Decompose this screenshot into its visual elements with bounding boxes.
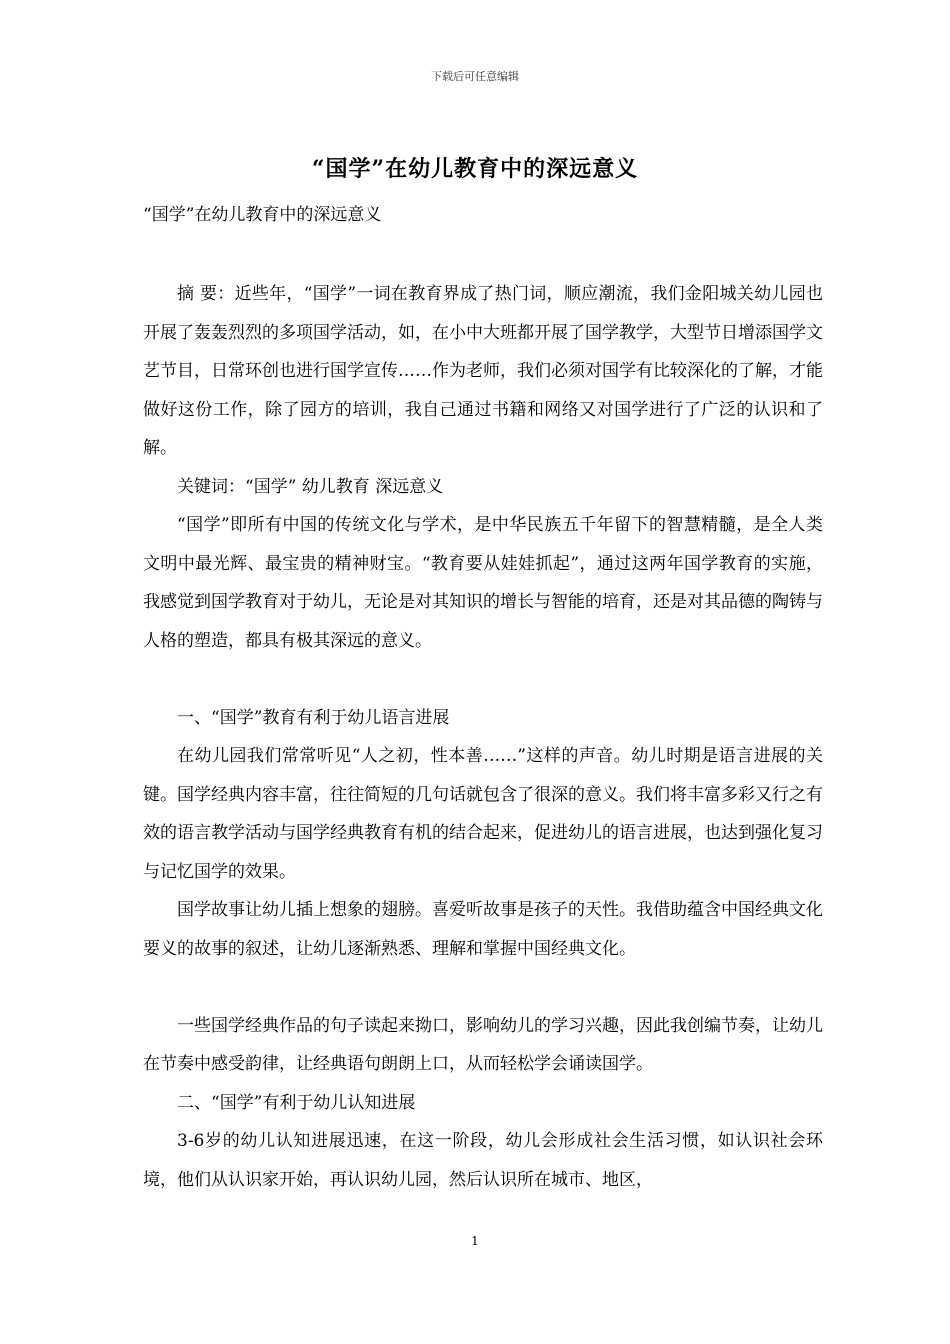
keywords-paragraph: 关键词：“国学” 幼儿教育 深远意义 bbox=[177, 476, 444, 497]
page-number: 1 bbox=[471, 1234, 479, 1248]
document-subtitle: “国学”在幼儿教育中的深远意义 bbox=[143, 205, 382, 225]
section-1-paragraph: 一些国学经典作品的句子读起来拗口，影响幼儿的学习兴趣，因此我创编节奏，让幼儿在节奏中感受韵律，让经典语句朗朗上口，从而轻松学会诵读国学。 bbox=[143, 1015, 823, 1074]
section-2-paragraph: 3-6岁的幼儿认知进展迅速，在这一阶段，幼儿会形成社会生活习惯，如认识社会环境，他们从认识家开始，再认识幼儿园，然后认识所在城市、地区， bbox=[143, 1131, 823, 1190]
document-title: “国学”在幼儿教育中的深远意义 bbox=[311, 156, 639, 182]
blank-line bbox=[143, 660, 823, 699]
section-1-heading: 一、“国学”教育有利于幼儿语言进展 bbox=[177, 707, 450, 728]
header-note: 下载后可任意编辑 bbox=[431, 70, 519, 83]
section-2-heading: 二、“国学”有利于幼儿认知进展 bbox=[177, 1092, 416, 1113]
document-body bbox=[143, 275, 823, 1199]
abstract-paragraph: 摘 要：近些年，“国学”一词在教育界成了热门词，顺应潮流，我们金阳城关幼儿园也开展了轰轰烈烈的多项国学活动，如，在小中大班都开展了国学教学，大型节日增添国学文艺节目，日常环创也进行国学宣传……作为老师，我们必须对国学有比较深化的了解，才能做好这份工作，除了园方的培训，我自己通过书籍和网络又对国学进行了广泛的认识和了解。 bbox=[143, 284, 823, 458]
blank-line bbox=[143, 968, 823, 1007]
section-1-paragraph: 国学故事让幼儿插上想象的翅膀。喜爱听故事是孩子的天性。我借助蕴含中国经典文化要义的故事的叙述，让幼儿逐渐熟悉、理解和掌握中国经典文化。 bbox=[143, 900, 823, 959]
section-1-paragraph: 在幼儿园我们常常听见“人之初，性本善……”这样的声音。幼儿时期是语言进展的关键。国学经典内容丰富，往往简短的几句话就包含了很深的意义。我们将丰富多彩又行之有效的语言教学活动与国学经典教育有机的结合起来，促进幼儿的语言进展，也达到强化复习与记忆国学的效果。 bbox=[143, 746, 823, 882]
intro-paragraph: “国学”即所有中国的传统文化与学术，是中华民族五千年留下的智慧精髓，是全人类文明中最光辉、最宝贵的精神财宝。“教育要从娃娃抓起”，通过这两年国学教育的实施，我感觉到国学教育对于幼儿，无论是对其知识的增长与智能的培育，还是对其品德的陶铸与人格的塑造，都具有极其深远的意义。 bbox=[143, 515, 823, 651]
